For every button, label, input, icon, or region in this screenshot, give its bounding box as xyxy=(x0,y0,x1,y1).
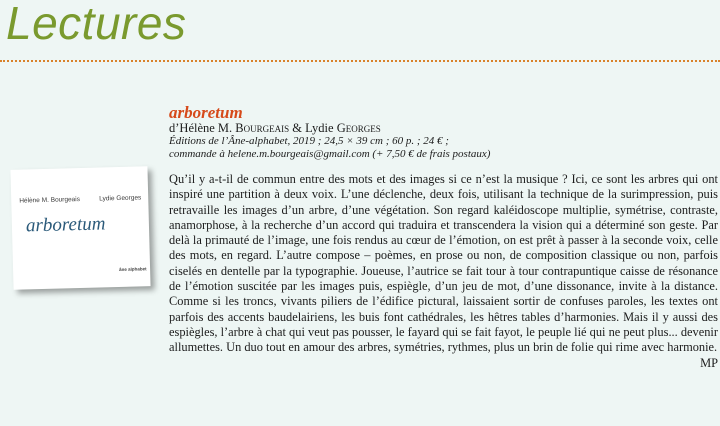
title-dotted-rule xyxy=(0,60,720,62)
author2-surname: Georges xyxy=(336,121,381,135)
cover-author1: Hélène M. Bourgeais xyxy=(19,196,81,205)
cover-publisher: âne alphabet xyxy=(119,266,147,273)
review-article xyxy=(169,104,718,371)
cover-title: arboretum xyxy=(25,213,106,237)
review-body xyxy=(169,172,718,370)
cover-author2: Lydie Georges xyxy=(99,194,142,203)
author1-surname: Bourgeais xyxy=(235,121,290,135)
order-details: commande à helene.m.bourgeais@gmail.com (+ 7,50 € de frais postaux) xyxy=(169,148,491,160)
book-cover-image xyxy=(10,166,150,290)
byline xyxy=(169,122,718,135)
publication-details: Éditions de l’Âne-alphabet, 2019 ; 24,5 × 39 cm ; 60 p. ; 24 € ; xyxy=(169,135,449,147)
byline-and: & Lydie xyxy=(289,121,337,135)
byline-prefix: d’Hélène M. xyxy=(169,121,236,135)
review-body-text: Qu’il y a-t-il de commun entre des mots et des images si ce n’est la musique ? Ici, ce sont les arbres qui ont inspiré une partition à deux voix. L’une déclenche, deux fois, utilisant la technique de la surimpression, puis retravaille les images d’un arbre, d’une végétation. Son regard kaléidoscope multiplie, symétrise, contraste, anamorphose, à la recherche d’un accord qui traduira et transcendera la vision qui a déterminé son geste. Par delà la primauté de l’image, une fois rendus au cœur de l’émotion, on est prêt à passer à la seconde voix, celle des mots, en regard. L’autre compose – poèmes, en prose ou non, de composition classique ou non, parfois ciselés en dentelle par la typographie. Joueuse, l’autrice se fait tour à tour contrapuntique caisse de résonance de l’émotion suscitée par les images puis, espiègle, d’un jeu de mot, d’une dissonance, invite à la distance. Comme si les troncs, vivants piliers de l’édifice pictural, laissaient sortir de confuses paroles, les textes ont parfois des accents baudelairiens, les buis font cathédrales, les hêtres tables d’harmonies. Mais il y aussi des espiègles, l’arbre à chat qui veut pas pousser, le fayard qui se fait fayot, le peuple lié qui ne peut plus... devenir allumettes. Un duo tout en amour des arbres, symétries, rythmes, plus un brin de folie qui rime avec harmonie. xyxy=(169,172,718,355)
page-title: Lectures xyxy=(6,0,187,49)
review-signature: MP xyxy=(700,355,718,370)
book-title: arboretum xyxy=(169,103,243,122)
